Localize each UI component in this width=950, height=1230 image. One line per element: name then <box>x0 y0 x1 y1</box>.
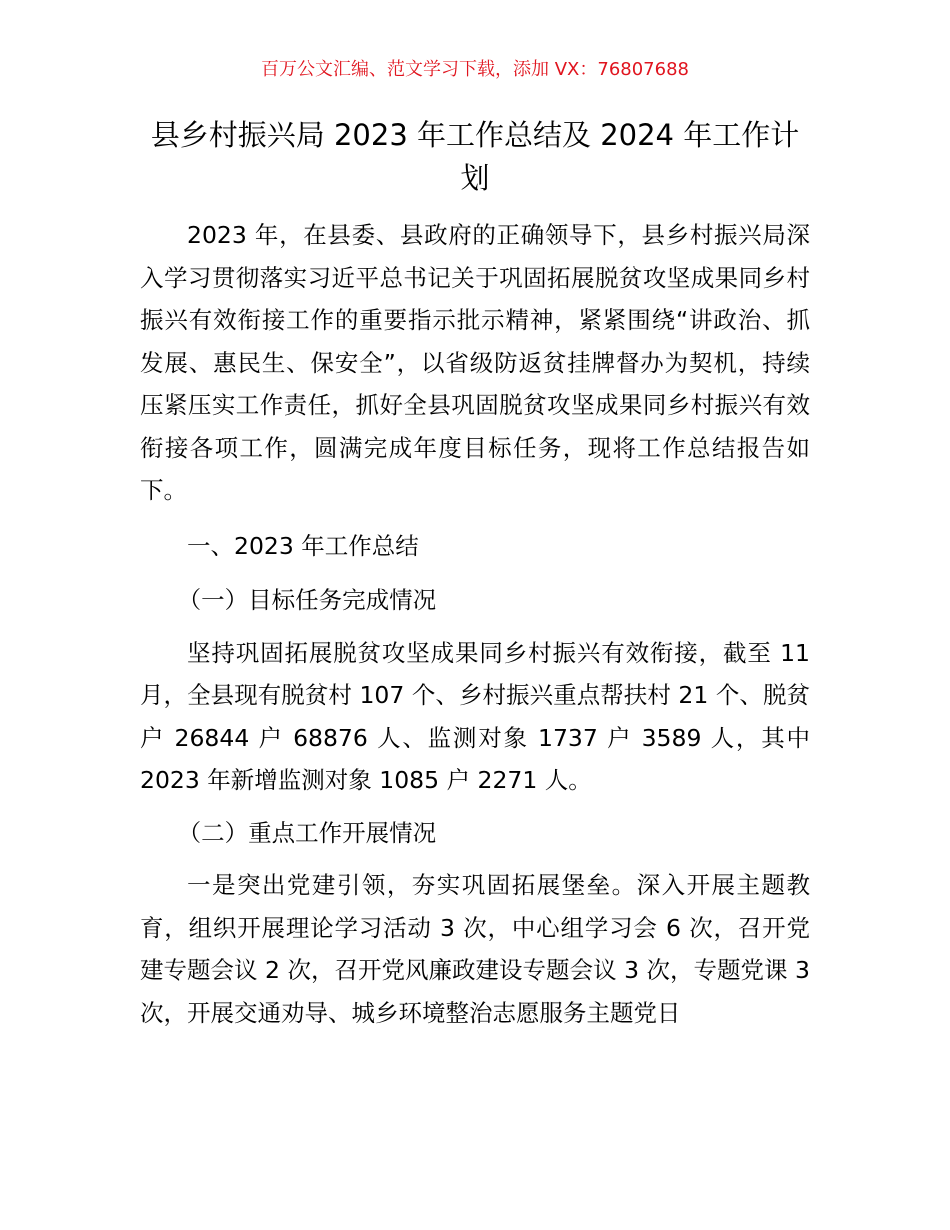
subsection-heading-1: （一）目标任务完成情况 <box>177 586 437 614</box>
subsection-1-paragraph: 坚持巩固拓展脱贫攻坚成果同乡村振兴有效衔接，截至 11 月，全县现有脱贫村 107 个、乡村振兴重点帮扶村 21 个、脱贫户 26844 户 68876 人、监测对象 1737 户 3589 人，其中 2023 年新增监测对象 1085 户 2271 人。 <box>140 638 810 794</box>
section-heading: 一、2023 年工作总结 <box>187 531 419 560</box>
watermark-header: 百万公文汇编、范文学习下载，添加 VX：76807688 <box>261 59 689 80</box>
document-body <box>140 214 810 1034</box>
subsection-heading-2: （二）重点工作开展情况 <box>177 818 437 847</box>
intro-paragraph: 2023 年，在县委、县政府的正确领导下，县乡村振兴局深入学习贯彻落实习近平总书记关于巩固拓展脱贫攻坚成果同乡村振兴有效衔接工作的重要指示批示精神，紧紧围绕“讲政治、抓发展、惠民生、保安全”，以省级防返贫挂牌督办为契机，持续压紧压实工作责任，抓好全县巩固脱贫攻坚成果同乡村振兴有效衔接各项工作，圆满完成年度目标任务，现将工作总结报告如下。 <box>140 221 810 504</box>
subsection-2-paragraph: 一是突出党建引领，夯实巩固拓展堡垒。深入开展主题教育，组织开展理论学习活动 3 次，中心组学习会 6 次，召开党建专题会议 2 次，召开党风廉政建设专题会议 3 次，专题党课 3 次，开展交通劝导、城乡环境整治志愿服务主题党日 <box>140 871 810 1027</box>
document-title: 县乡村振兴局 2023 年工作总结及 2024 年工作计划 <box>150 118 800 195</box>
